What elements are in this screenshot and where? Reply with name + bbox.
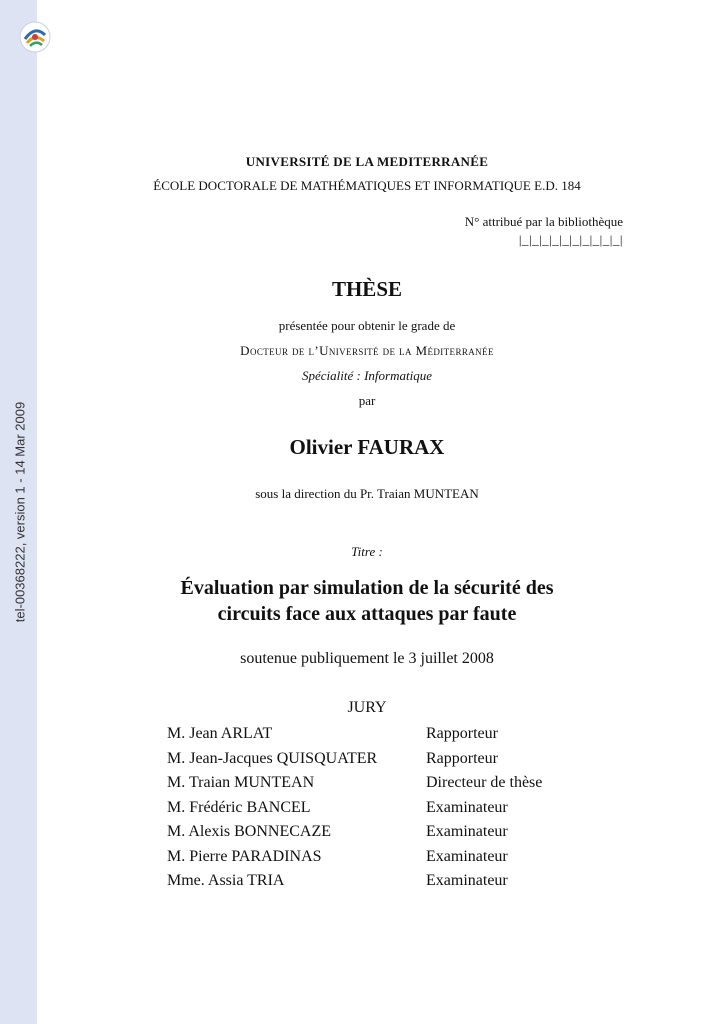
specialty: Spécialité : Informatique — [302, 368, 432, 383]
jury-member-name: M. Pierre PARADINAS — [167, 847, 322, 865]
jury-member-role: Directeur de thèse — [426, 774, 543, 791]
jury-member-name: M. Jean-Jacques QUISQUATER — [167, 749, 378, 767]
jury-member-name: Mme. Assia TRIA — [167, 872, 285, 889]
degree-title: Docteur de l’Université de la Méditerranée — [240, 343, 494, 358]
jury-heading: JURY — [347, 699, 387, 716]
jury-member-role: Examinateur — [426, 872, 508, 889]
jury-member-role: Rapporteur — [426, 725, 498, 742]
title-label: Titre : — [351, 544, 383, 559]
thesis-title-line-2: circuits face aux attaques par faute — [217, 603, 517, 625]
author-name: Olivier FAURAX — [289, 435, 445, 459]
thesis-title-line-1: Évaluation par simulation de la sécurité des — [180, 577, 554, 599]
jury-member-role: Rapporteur — [426, 749, 498, 767]
by-label: par — [358, 393, 376, 408]
jury-member-role: Examinateur — [426, 823, 508, 840]
university-name: UNIVERSITÉ DE LA MEDITERRANÉE — [245, 154, 489, 169]
supervision: sous la direction du Pr. Traian MUNTEAN — [255, 486, 479, 501]
jury-member-name: M. Frédéric BANCEL — [167, 798, 311, 816]
doctoral-school: ÉCOLE DOCTORALE DE MATHÉMATIQUES ET INFORMATIQUE E.D. 184 — [153, 178, 581, 193]
archive-stamp: tel-00368222, version 1 - 14 Mar 2009 — [12, 401, 28, 623]
library-number-boxes: |_|_|_|_|_|_|_|_|_|_| — [518, 232, 623, 247]
jury-member-name: M. Traian MUNTEAN — [167, 774, 315, 791]
presented-for: présentée pour obtenir le grade de — [278, 318, 456, 333]
library-number-label: N° attribué par la bibliothèque — [464, 214, 623, 229]
jury-member-role: Examinateur — [426, 847, 508, 865]
jury-member-name: M. Jean ARLAT — [167, 725, 273, 742]
jury-member-role: Examinateur — [426, 798, 508, 816]
jury-member-name: M. Alexis BONNECAZE — [167, 823, 331, 840]
defense-date: soutenue publiquement le 3 juillet 2008 — [240, 650, 494, 667]
hal-archive-logo-icon — [19, 21, 51, 53]
thesis-heading: THÈSE — [331, 277, 403, 301]
